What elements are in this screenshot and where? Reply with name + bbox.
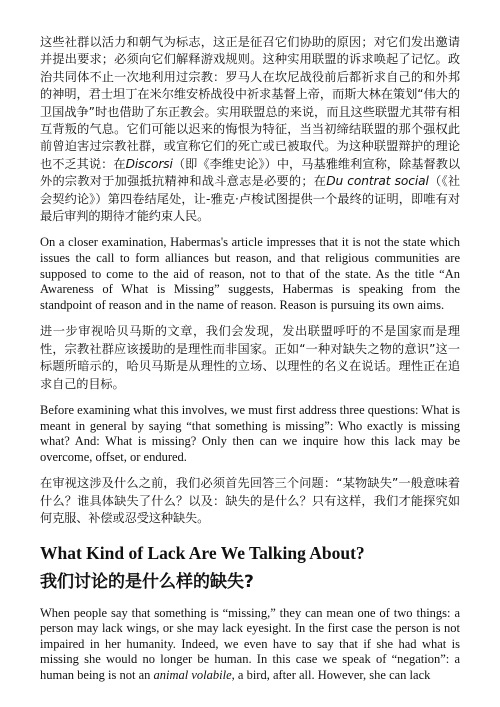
paragraph-en-3 [40,606,460,684]
paragraph-zh-3: 在审视这涉及什么之前，我们必须首先回答三个问题：“某物缺失”一般意味着什么？谁具体缺失了什么？以及：缺失的是什么？只有这样，我们才能探究如何克服、补偿或忍受这种缺失。 [40,476,460,526]
paragraph-zh-2: 进一步审视哈贝马斯的文章，我们会发现，发出联盟呼吁的不是国家而是理性，宗教社群应该援助的是理性而非国家。正如“一种对缺失之物的意识”这一标题所暗示的，哈贝马斯是从理性的立场、以理性的名义在说话。理性正在追求自己的目标。 [40,324,460,391]
italic-title-contrat-social: Du contrat social [326,174,429,189]
paragraph-en-1: On a closer examination, Habermas's article impresses that it is not the state which issues the call to form alliances but reason, and that religious communities are supposed to come to the aid of reason, not to that of the state. As the title “An Awareness of What is Missing” suggests, Habermas is speaking from the standpoint of reason and in the name of reason. Reason is pursuing its own aims. [40,235,460,312]
paragraph-zh-1 [40,34,460,225]
italic-title-discorsi: Discorsi [125,156,173,171]
text-run: When people say that something is “missing,” they can mean one of two things: a person may lack wings, or she may lack eyesight. In the first case the person is not impaired in her humanity. Indeed, we even have to say that if she had what is missing she would no longer be human. In this case we speak of “negation”: a human being is not an [40,605,460,683]
paragraph-en-2: Before examining what this involves, we must first address three questions: What is meant in general by saying “that something is missing”: Who exactly is missing what? And: What is missing? Only then can we inquire how this lack may be overcome, offset, or endured. [40,403,460,464]
text-run: （《社会契约论》）第四卷结尾处，让-雅克·卢梭试图提供一个最终的证明，即唯有对最后审判的期待才能约束人民。 [40,174,460,224]
section-heading-zh: 我们讨论的是什么样的缺失? [40,571,254,592]
section-heading-en: What Kind of Lack Are We Talking About? [40,542,365,563]
text-run: , a bird, after all. However, she can lack [231,668,431,683]
italic-term-animal-volabile: animal volabile [153,668,232,683]
text-run: （即《李维史论》）中，马基雅维利宣称，除基督教以外的宗教对于加强抵抗精神和战斗意志是必要的；在 [40,156,461,189]
text-run: 这些社群以活力和朝气为标志，这正是征召它们协助的原因；对它们发出邀请并提出要求；必须向它们解释游戏规则。这种实用联盟的诉求唤起了记忆。政治共同体不止一次地利用过宗教：罗马人在坎尼战役前后都祈求自己的和外邦的神明，君士坦丁在米尔维安桥战役中祈求基督上帝，而斯大林在策划“伟大的卫国战争”时也借助了东正教会。实用联盟总的来说，而且这些联盟尤其带有相互背叛的气息。它们可能以迟来的悔恨为特征，当当初缔结联盟的那个强权此前曾迫害过宗教社群，或宣称它们的死亡或已被取代。为这种联盟辩护的理论也不乏其说：在 [40,35,460,171]
